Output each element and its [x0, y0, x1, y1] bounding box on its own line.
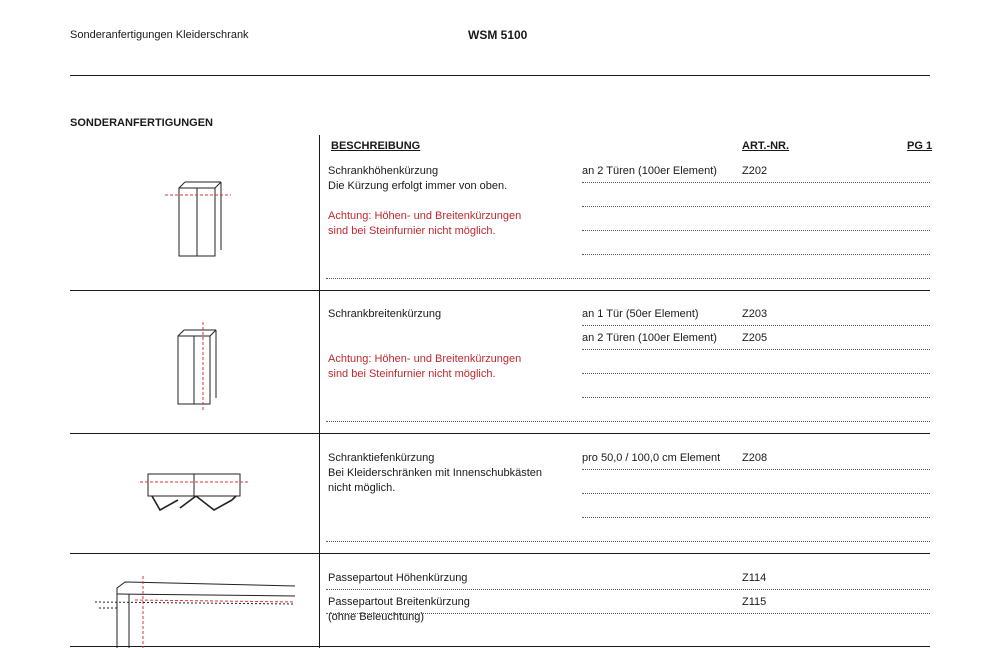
row2-option1-art: Z203	[742, 308, 768, 320]
col-header-pg: PG 1	[907, 140, 933, 152]
row1-line1: Die Kürzung erfolgt immer von oben.	[328, 180, 508, 192]
row3-line1: Bei Kleiderschränken mit Innenschubkästen	[328, 467, 543, 479]
header-model: WSM 5100	[468, 28, 528, 42]
row4-dots	[326, 613, 930, 614]
row2-option2-art: Z205	[742, 332, 768, 344]
row3-dots	[582, 469, 930, 470]
row1-rule	[70, 290, 930, 291]
row3-rule	[70, 553, 930, 554]
row1-dots	[582, 230, 930, 231]
row3-option1-label: pro 50,0 / 100,0 cm Element	[582, 452, 721, 464]
col-header-description: BESCHREIBUNG	[331, 140, 421, 152]
row4-title2: Passepartout Breitenkürzung	[328, 596, 470, 608]
wardrobe-width-icon	[170, 322, 230, 414]
section-title: SONDERANFERTIGUNGEN	[70, 117, 214, 129]
row1-dots	[582, 206, 930, 207]
row2-warning1: Achtung: Höhen- und Breitenkürzungen	[328, 353, 522, 365]
row1-dots	[582, 254, 930, 255]
passepartout-icon	[95, 574, 295, 648]
row3-dots	[326, 541, 930, 542]
row2-warning2: sind bei Steinfurnier nicht möglich.	[328, 368, 496, 380]
row4-sub2: (ohne Beleuchtung)	[328, 611, 425, 623]
row4-art2: Z115	[742, 596, 767, 608]
header-rule	[70, 75, 930, 76]
row2-rule	[70, 433, 930, 434]
row2-option2-label: an 2 Türen (100er Element)	[582, 332, 717, 344]
row1-warning1: Achtung: Höhen- und Breitenkürzungen	[328, 210, 522, 222]
row3-dots	[582, 493, 930, 494]
row1-option1-art: Z202	[742, 165, 768, 177]
row2-title: Schrankbreitenkürzung	[328, 308, 442, 320]
row4-dots	[326, 589, 930, 590]
wardrobe-depth-icon	[140, 468, 250, 518]
row1-dots	[326, 278, 930, 279]
row4-title: Passepartout Höhenkürzung	[328, 572, 468, 584]
row2-option1-label: an 1 Tür (50er Element)	[582, 308, 699, 320]
column-divider	[319, 135, 320, 648]
header-left: Sonderanfertigungen Kleiderschrank	[70, 29, 249, 41]
row3-title: Schranktiefenkürzung	[328, 452, 435, 464]
col-header-art-nr: ART.-NR.	[742, 140, 790, 152]
row3-option1-art: Z208	[742, 452, 768, 464]
row4-art: Z114	[742, 572, 767, 584]
wardrobe-height-icon	[165, 180, 235, 260]
row2-dots	[326, 421, 930, 422]
row1-warning2: sind bei Steinfurnier nicht möglich.	[328, 225, 496, 237]
row1-title: Schrankhöhenkürzung	[328, 165, 439, 177]
row1-option1-label: an 2 Türen (100er Element)	[582, 165, 717, 177]
row1-dots	[582, 182, 930, 183]
row2-dots	[582, 397, 930, 398]
row3-dots	[582, 517, 930, 518]
row3-line2: nicht möglich.	[328, 482, 396, 494]
row2-dots	[582, 325, 930, 326]
row2-dots	[582, 373, 930, 374]
row2-dots	[582, 349, 930, 350]
